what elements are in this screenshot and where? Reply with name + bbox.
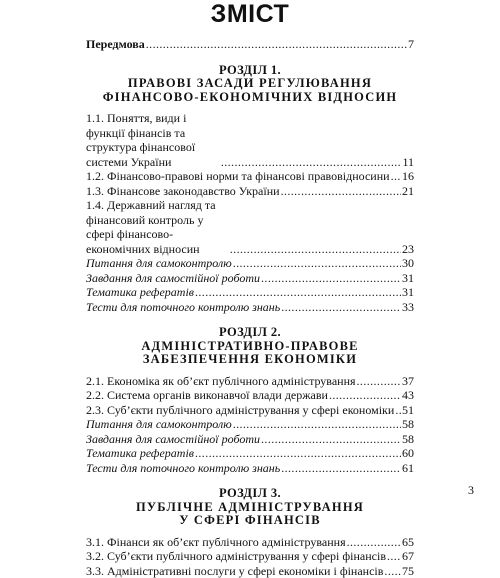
toc-entry-label: Тематика рефератів [86,446,194,461]
dot-leader [261,271,401,286]
dot-leader [387,549,401,564]
toc-entry-extra[interactable] [86,300,414,315]
toc-entry-label: 3.3. Адміністративні послуги у сфері економіки і фінансів [86,564,383,578]
dot-leader [281,184,401,199]
toc-entry-label: 2.3. Суб’єкти публічного адміністрування у сфері економіки [86,403,394,418]
toc-entry-label: 1.4. Державний нагляд та фінансовий контроль у сфері фінансово-економічних відносин [86,198,229,256]
toc-entry-extra[interactable] [86,417,414,432]
dot-leader [233,256,401,271]
toc-entry-page: 61 [402,461,414,476]
toc-entry-page: 30 [402,256,414,271]
dot-leader [146,37,407,52]
toc-entry-page: 60 [402,446,414,461]
toc-entry-page: 31 [402,271,414,286]
toc-entry[interactable] [86,403,414,418]
toc-entry-page: 31 [402,285,414,300]
section-number: РОЗДІЛ 1. [86,64,414,78]
table-of-contents [86,37,414,578]
dot-leader [221,155,402,170]
toc-entry[interactable] [86,198,414,256]
toc-entry[interactable] [86,374,414,389]
dot-leader [395,403,401,418]
toc-entry-preface[interactable] [86,37,414,52]
dot-leader [281,300,401,315]
toc-entry-label: Тести для поточного контролю знань [86,300,280,315]
toc-entry-label: 2.1. Економіка як об’єкт публічного адміністрування [86,374,356,389]
toc-entry-page: 11 [402,155,414,170]
toc-entry-page: 75 [402,564,414,578]
section-title-line: ФІНАНСОВО-ЕКОНОМІЧНИХ ВІДНОСИН [86,91,414,105]
toc-entry-extra[interactable] [86,446,414,461]
dot-leader [357,374,401,389]
dot-leader [329,388,401,403]
dot-leader [347,535,401,550]
section-title-line: ПРАВОВІ ЗАСАДИ РЕГУЛЮВАННЯ [86,77,414,91]
section-heading [86,64,414,105]
toc-entry-page: 21 [402,184,414,199]
page-title: ЗМІСТ [0,0,500,28]
section-title-line: ПУБЛІЧНЕ АДМІНІСТРУВАННЯ [86,501,414,515]
toc-entry-label: Питання для самоконтролю [86,417,232,432]
toc-entry[interactable] [86,564,414,578]
toc-entry-page: 7 [408,37,414,52]
section-title-line: АДМІНІСТРАТИВНО-ПРАВОВЕ [86,340,414,354]
toc-entry-page: 16 [402,169,414,184]
toc-entry-extra[interactable] [86,271,414,286]
toc-entry-label: Тести для поточного контролю знань [86,461,280,476]
toc-entry[interactable] [86,184,414,199]
dot-leader [391,169,401,184]
toc-entry-page: 67 [402,549,414,564]
section-number: РОЗДІЛ 2. [86,326,414,340]
toc-entry-label: 3.2. Суб’єкти публічного адміністрування у сфері фінансів [86,549,386,564]
toc-entry[interactable] [86,169,414,184]
toc-entry-label: Завдання для самостійної роботи [86,271,260,286]
toc-entry-extra[interactable] [86,432,414,447]
section-heading [86,326,414,367]
toc-entry-label: 1.3. Фінансове законодавство України [86,184,280,199]
section-heading [86,487,414,528]
dot-leader [230,242,401,257]
toc-entry-page: 58 [402,417,414,432]
dot-leader [261,432,401,447]
toc-entry-label: Передмова [86,37,145,52]
toc-entry[interactable] [86,549,414,564]
toc-entry[interactable] [86,535,414,550]
page-number: 3 [468,483,474,498]
toc-entry-page: 65 [402,535,414,550]
toc-entry-page: 23 [402,242,414,257]
toc-entry-page: 43 [402,388,414,403]
toc-entry[interactable] [86,388,414,403]
toc-entry-label: Завдання для самостійної роботи [86,432,260,447]
dot-leader [195,285,401,300]
toc-entry-label: Тематика рефератів [86,285,194,300]
toc-entry-label: 1.1. Поняття, види і функції фінансів та структура фінансової системи України [86,111,220,169]
section-title-line: ЗАБЕЗПЕЧЕННЯ ЕКОНОМІКИ [86,353,414,367]
toc-entry-label: 3.1. Фінанси як об’єкт публічного адміністрування [86,535,346,550]
section-number: РОЗДІЛ 3. [86,487,414,501]
dot-leader [195,446,401,461]
section-title-line: У СФЕРІ ФІНАНСІВ [86,514,414,528]
toc-entry-extra[interactable] [86,285,414,300]
dot-leader [281,461,401,476]
toc-entry-page: 33 [402,300,414,315]
toc-entry-label: 1.2. Фінансово-правові норми та фінансові правовідносини [86,169,390,184]
dot-leader [384,564,401,578]
toc-entry-extra[interactable] [86,461,414,476]
dot-leader [233,417,401,432]
toc-entry-label: Питання для самоконтролю [86,256,232,271]
toc-entry-page: 51 [402,403,414,418]
toc-entry-label: 2.2. Система органів виконавчої влади держави [86,388,328,403]
toc-entry[interactable] [86,111,414,169]
toc-entry-extra[interactable] [86,256,414,271]
toc-entry-page: 37 [402,374,414,389]
toc-entry-page: 58 [402,432,414,447]
